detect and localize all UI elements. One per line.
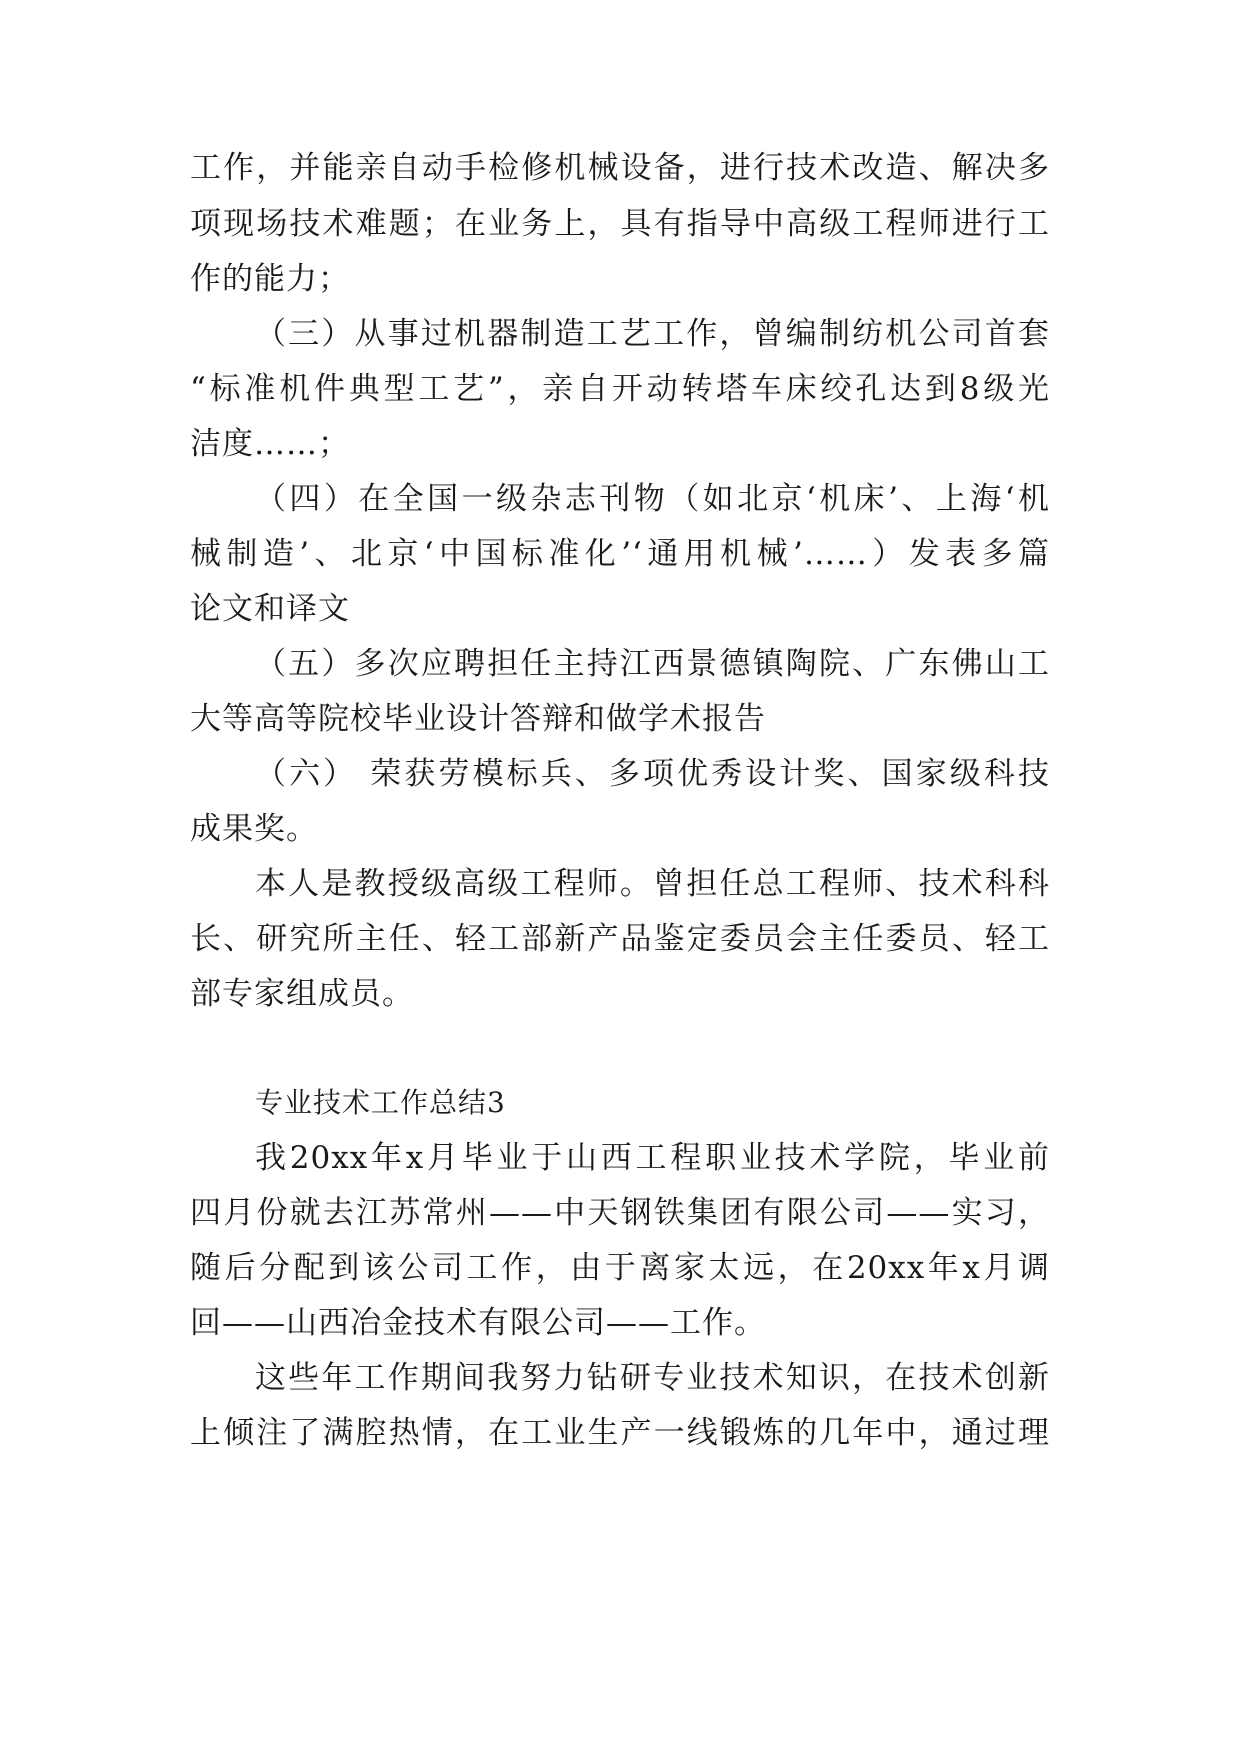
paragraph-line: 四月份就去江苏常州——中天钢铁集团有限公司——实习， [190, 1195, 1050, 1231]
paragraph-line: 大等高等院校毕业设计答辩和做学术报告 [190, 701, 766, 737]
paragraph-line: 论文和译文 [190, 591, 350, 627]
paragraph-line: （五）多次应聘担任主持江西景德镇陶院、广东佛山工 [255, 646, 1050, 682]
paragraph-line: 这些年工作期间我努力钻研专业技术知识，在技术创新 [255, 1360, 1050, 1396]
paragraph-line: 工作，并能亲自动手检修机械设备，进行技术改造、解决多 [190, 150, 1050, 186]
paragraph-line: 随后分配到该公司工作，由于离家太远，在20xx年x月调 [190, 1250, 1050, 1286]
paragraph-line: 回——山西冶金技术有限公司——工作。 [190, 1305, 766, 1341]
paragraph-line: 项现场技术难题；在业务上，具有指导中高级工程师进行工 [190, 206, 1050, 242]
paragraph-line: （六） 荣获劳模标兵、多项优秀设计奖、国家级科技 [255, 756, 1050, 792]
paragraph-line: 本人是教授级高级工程师。曾担任总工程师、技术科科 [255, 866, 1050, 902]
paragraph-line: 上倾注了满腔热情，在工业生产一线锻炼的几年中，通过理 [190, 1415, 1050, 1451]
paragraph-line: 成果奖。 [190, 811, 318, 847]
paragraph-line: 械制造’、北京‘中国标准化’‘通用机械’……）发表多篇 [190, 536, 1050, 572]
paragraph-line: 部专家组成员。 [190, 976, 414, 1012]
paragraph-line: 作的能力； [190, 261, 350, 297]
paragraph-line: “标准机件典型工艺”，亲自开动转塔车床绞孔达到8级光 [190, 371, 1050, 407]
section-heading: 专业技术工作总结3 [255, 1086, 506, 1119]
paragraph-line: （四）在全国一级杂志刊物（如北京‘机床’、上海‘机 [255, 481, 1050, 517]
paragraph-line: （三）从事过机器制造工艺工作，曾编制纺机公司首套 [255, 316, 1050, 352]
paragraph-line: 我20xx年x月毕业于山西工程职业技术学院，毕业前 [255, 1140, 1050, 1176]
paragraph-line: 洁度……； [190, 426, 350, 462]
paragraph-line: 长、研究所主任、轻工部新产品鉴定委员会主任委员、轻工 [190, 921, 1050, 957]
